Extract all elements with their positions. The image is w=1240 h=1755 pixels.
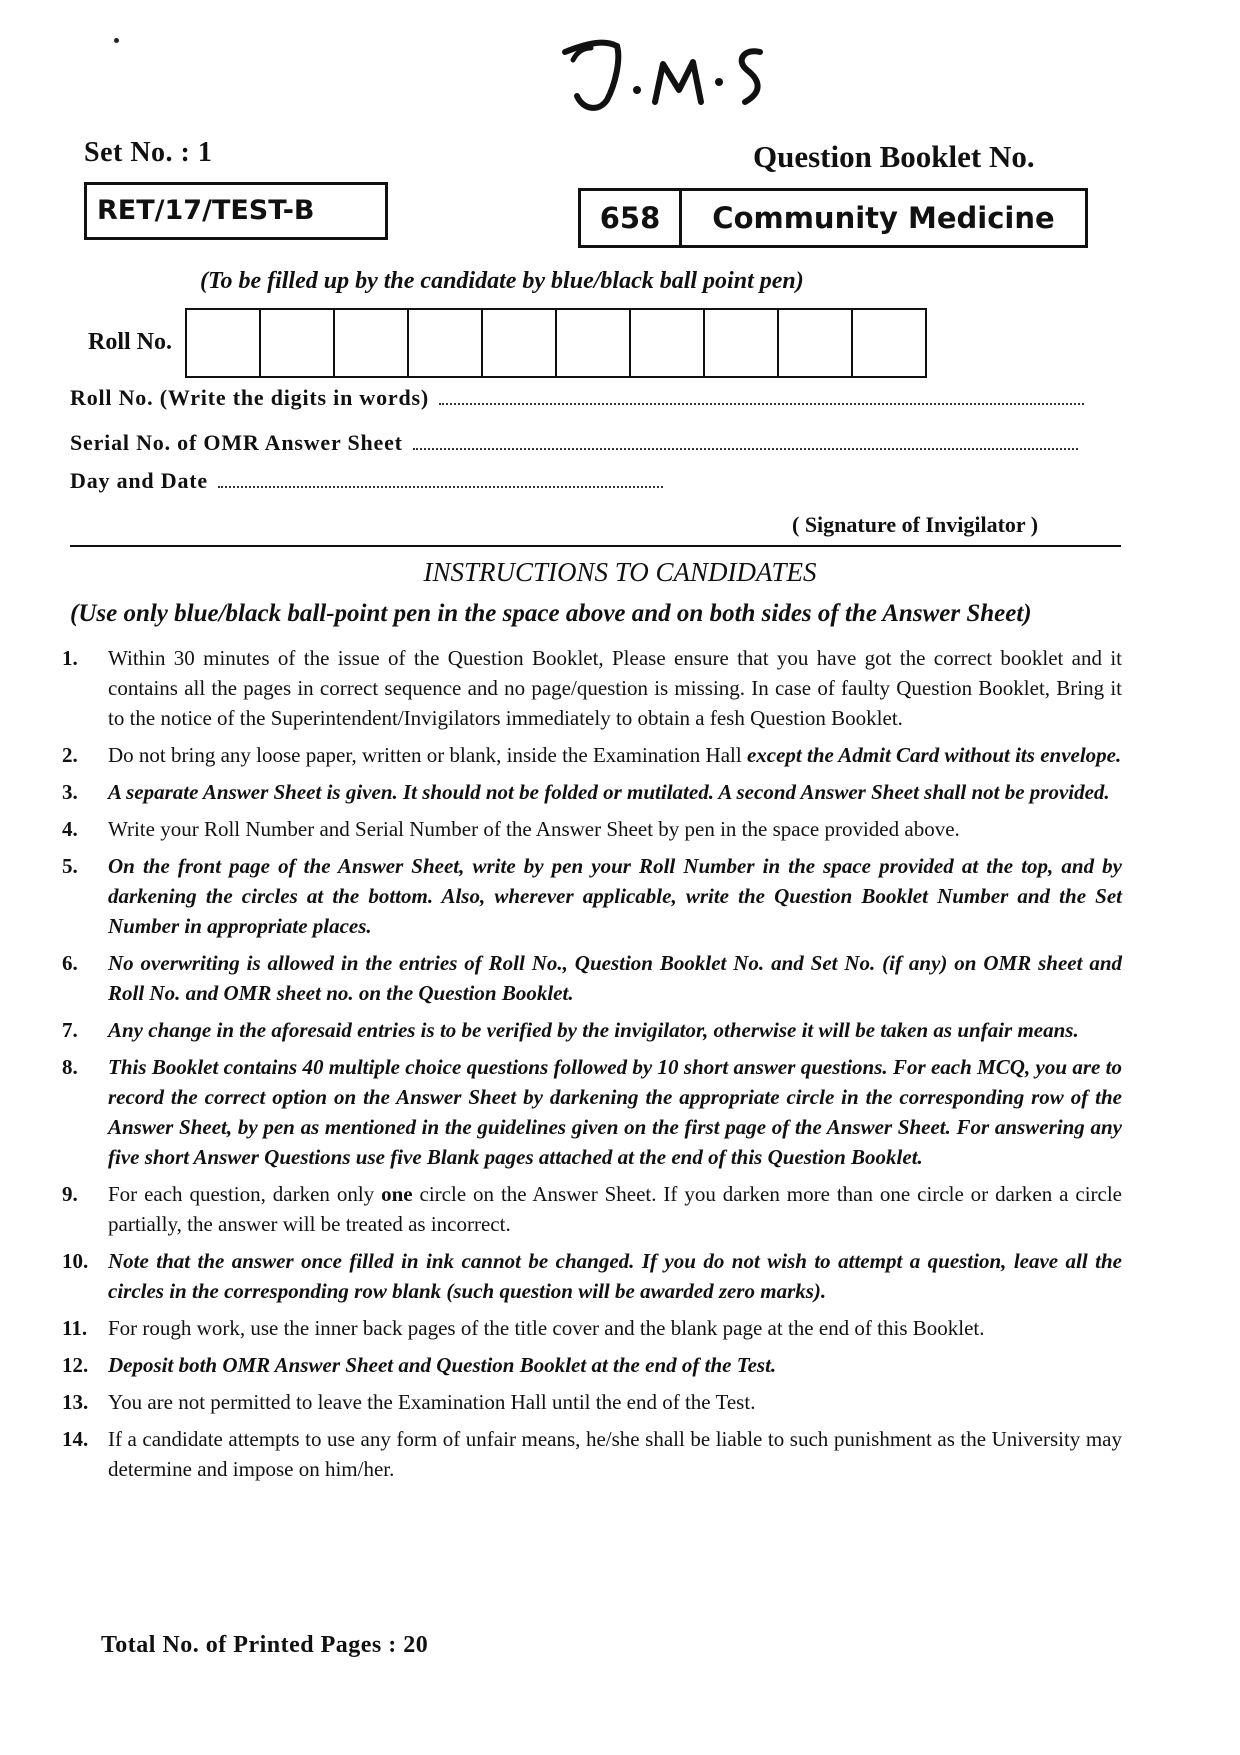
list-item [62,1179,1122,1239]
omr-serial-row [70,430,1078,456]
item-text: This Booklet contains 40 multiple choice questions followed by 10 short answer questions. For each MCQ, you are to record the correct option on the Answer Sheet by darkening the appropriate circle in the corresponding row of the Answer Sheet, by pen as mentioned in the guidelines given on the first page of the Answer Sheet. For answering any five short Answer Questions use five Blank pages attached at the end of this Question Booklet. [108,1055,1122,1169]
item-text: Within 30 minutes of the issue of the Question Booklet, Please ensure that you have got the correct booklet and it contains all the pages in correct sequence and no page/question is missing. In case of faulty Question Booklet, Bring it to the notice of the Superintendent/Invigilators immediately to obtain a fesh Question Booklet. [108,646,1122,730]
test-code-box: RET/17/TEST-B [84,182,388,240]
question-booklet-label: Question Booklet No. [753,139,1035,174]
booklet-number-box [578,188,1088,248]
handwritten-initials [555,30,815,120]
item-text: For rough work, use the inner back pages of the title cover and the blank page at the end of this Booklet. [108,1316,985,1340]
roll-no-label: Roll No. [88,329,172,355]
list-item [62,1246,1122,1306]
instructions-title: INSTRUCTIONS TO CANDIDATES [423,557,817,587]
list-item [62,851,1122,941]
item-number: 14. [62,1427,89,1451]
list-item [62,740,1122,770]
roll-digit-box[interactable] [483,310,557,376]
item-text [108,740,1122,770]
roll-digit-box[interactable] [631,310,705,376]
item-text: Deposit both OMR Answer Sheet and Question Booklet at the end of the Test. [108,1353,777,1377]
roll-no-words-field[interactable] [439,385,1084,405]
item-text: Any change in the aforesaid entries is to be verified by the invigilator, otherwise it will be taken as unfair means. [108,1018,1079,1042]
day-date-label: Day and Date [70,468,208,493]
item-number: 8. [62,1055,78,1079]
item-number: 9. [62,1182,78,1206]
item-number: 5. [62,854,78,878]
item-number: 11. [62,1316,88,1340]
item-number: 3. [62,780,78,804]
list-item [62,1387,1122,1417]
item-text-bold: one [381,1182,413,1206]
roll-digit-box[interactable] [557,310,631,376]
item-number: 12. [62,1353,89,1377]
roll-digit-box[interactable] [187,310,261,376]
instructions-subtitle: (Use only blue/black ball-point pen in the space above and on both sides of the Answer Sheet) [70,600,1032,627]
list-item [62,1052,1122,1172]
divider [70,545,1121,547]
roll-digit-box[interactable] [409,310,483,376]
item-number: 10. [62,1249,89,1273]
item-text-plain: circle on the Answer Sheet. If you darken more than one circle or darken a circle partially, the answer will be treated as incorrect. [108,1182,1122,1236]
omr-serial-field[interactable] [413,430,1078,450]
list-item [62,1015,1122,1045]
roll-no-words-row [70,385,1084,411]
item-text: Write your Roll Number and Serial Number of the Answer Sheet by pen in the space provided above. [108,817,960,841]
item-number: 2. [62,743,78,767]
item-text: If a candidate attempts to use any form of unfair means, he/she shall be liable to such punishment as the University may determine and impose on him/her. [108,1427,1122,1481]
roll-digit-box[interactable] [705,310,779,376]
list-item [62,643,1122,733]
stray-dot [114,38,119,43]
roll-digit-box[interactable] [261,310,335,376]
list-item [62,948,1122,1008]
item-number: 6. [62,951,78,975]
roll-digit-box[interactable] [335,310,409,376]
item-text-plain: For each question, darken only [108,1182,375,1206]
item-number: 4. [62,817,78,841]
set-number: Set No. : 1 [84,137,213,168]
item-text-plain: Do not bring any loose paper, written or blank, inside the Examination Hall [108,743,742,767]
item-number: 7. [62,1018,78,1042]
list-item [62,1313,1122,1343]
roll-no-words-label: Roll No. (Write the digits in words) [70,385,429,410]
subject-name: Community Medicine [712,201,1055,235]
list-item [62,777,1122,807]
item-text [108,1179,1122,1239]
item-text: You are not permitted to leave the Examination Hall until the end of the Test. [108,1390,756,1414]
list-item [62,1424,1122,1484]
list-item [62,814,1122,844]
roll-no-grid[interactable] [185,308,927,378]
invigilator-signature-label: ( Signature of Invigilator ) [792,512,1039,537]
item-text: On the front page of the Answer Sheet, write by pen your Roll Number in the space provided at the top, and by darkening the circles at the bottom. Also, wherever applicable, write the Question Booklet Number and the Set Number in appropriate places. [108,854,1122,938]
day-date-row [70,468,663,494]
list-item [62,1350,1122,1380]
roll-digit-box[interactable] [779,310,853,376]
total-pages: Total No. of Printed Pages : 20 [101,1632,429,1658]
item-number: 13. [62,1390,89,1414]
item-text-emphasis: except the Admit Card without its envelope. [746,743,1122,767]
item-text: A separate Answer Sheet is given. It should not be folded or mutilated. A second Answer Sheet shall not be provided. [108,780,1110,804]
instructions-list [62,643,1122,1491]
roll-digit-box[interactable] [853,310,925,376]
booklet-number: 658 [581,191,682,245]
item-number: 1. [62,646,78,670]
item-text: Note that the answer once filled in ink cannot be changed. If you do not wish to attempt a question, leave all the circles in the corresponding row blank (such question will be awarded zero marks). [108,1249,1122,1303]
item-text: No overwriting is allowed in the entries of Roll No., Question Booklet No. and Set No. (if any) on OMR sheet and Roll No. and OMR sheet no. on the Question Booklet. [108,951,1122,1005]
fill-instruction-note: (To be filled up by the candidate by blue/black ball point pen) [200,268,804,294]
omr-serial-label: Serial No. of OMR Answer Sheet [70,430,403,455]
day-date-field[interactable] [218,468,663,488]
